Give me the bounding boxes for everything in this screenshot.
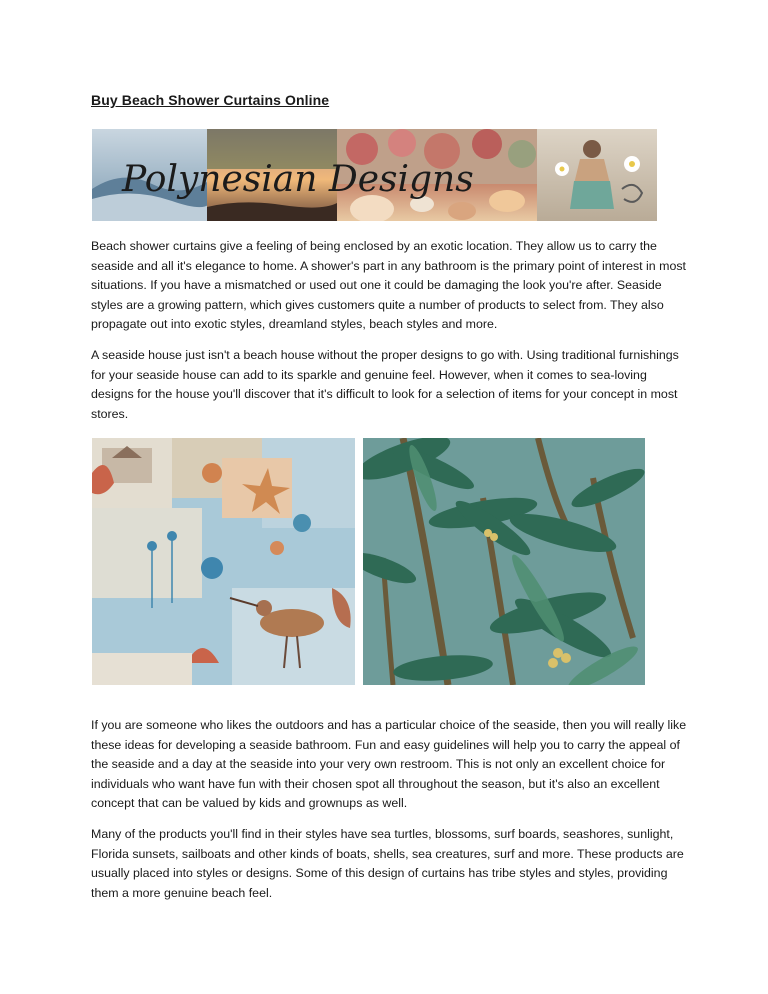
paragraph-4: Many of the products you'll find in their styles have sea turtles, blossoms, surf boards, seashores, sunlight, Florida sunsets, sailboats and other kinds of boats, shells, sea creatures, surf and more. These products are usually placed into styles or designs. Some of this design of curtains has tribe styles and styles, providing them a more genuine beach feel. bbox=[91, 827, 684, 900]
polynesian-designs-banner bbox=[92, 129, 657, 221]
paragraph-1: Beach shower curtains give a feeling of being enclosed by an exotic location. They allow us to carry the seaside and all it's elegance to home. A shower's part in any bathroom is the primary point of interest in most situations. If you have a mismatched or used out one it could be damaging the look you're after. Seaside styles are a growing pattern, which gives customers quite a number of products to select from. They also propagate out into exotic styles, dreamland styles, beach styles and more. bbox=[91, 239, 686, 332]
palm-tree-curtain-image bbox=[363, 438, 645, 685]
banner-graphic bbox=[92, 129, 657, 221]
banner-logo-text: Polynesian Designs bbox=[122, 159, 474, 200]
paragraph-3: If you are someone who likes the outdoors and has a particular choice of the seaside, then you will really like these ideas for developing a seaside bathroom. Fun and easy guidelines will help you to carry the appeal of the seaside and a day at the seaside into your very own restroom. This is not only an excellent choice for individuals who want have fun with their chosen spot all throughout the season, but it's also an excellent concept that can be valued by kids and grownups as well. bbox=[91, 718, 687, 811]
seaside-collage-curtain-image bbox=[92, 438, 355, 685]
paragraph-2: A seaside house just isn't a beach house without the proper designs to go with. Using traditional furnishings for your seaside house can add to its sparkle and genuine feel. However, when it comes to sea-loving designs for the house you'll discover that it's difficult to look for a selection of items for your concept in most stores. bbox=[91, 348, 679, 421]
page-title: Buy Beach Shower Curtains Online bbox=[91, 92, 330, 108]
